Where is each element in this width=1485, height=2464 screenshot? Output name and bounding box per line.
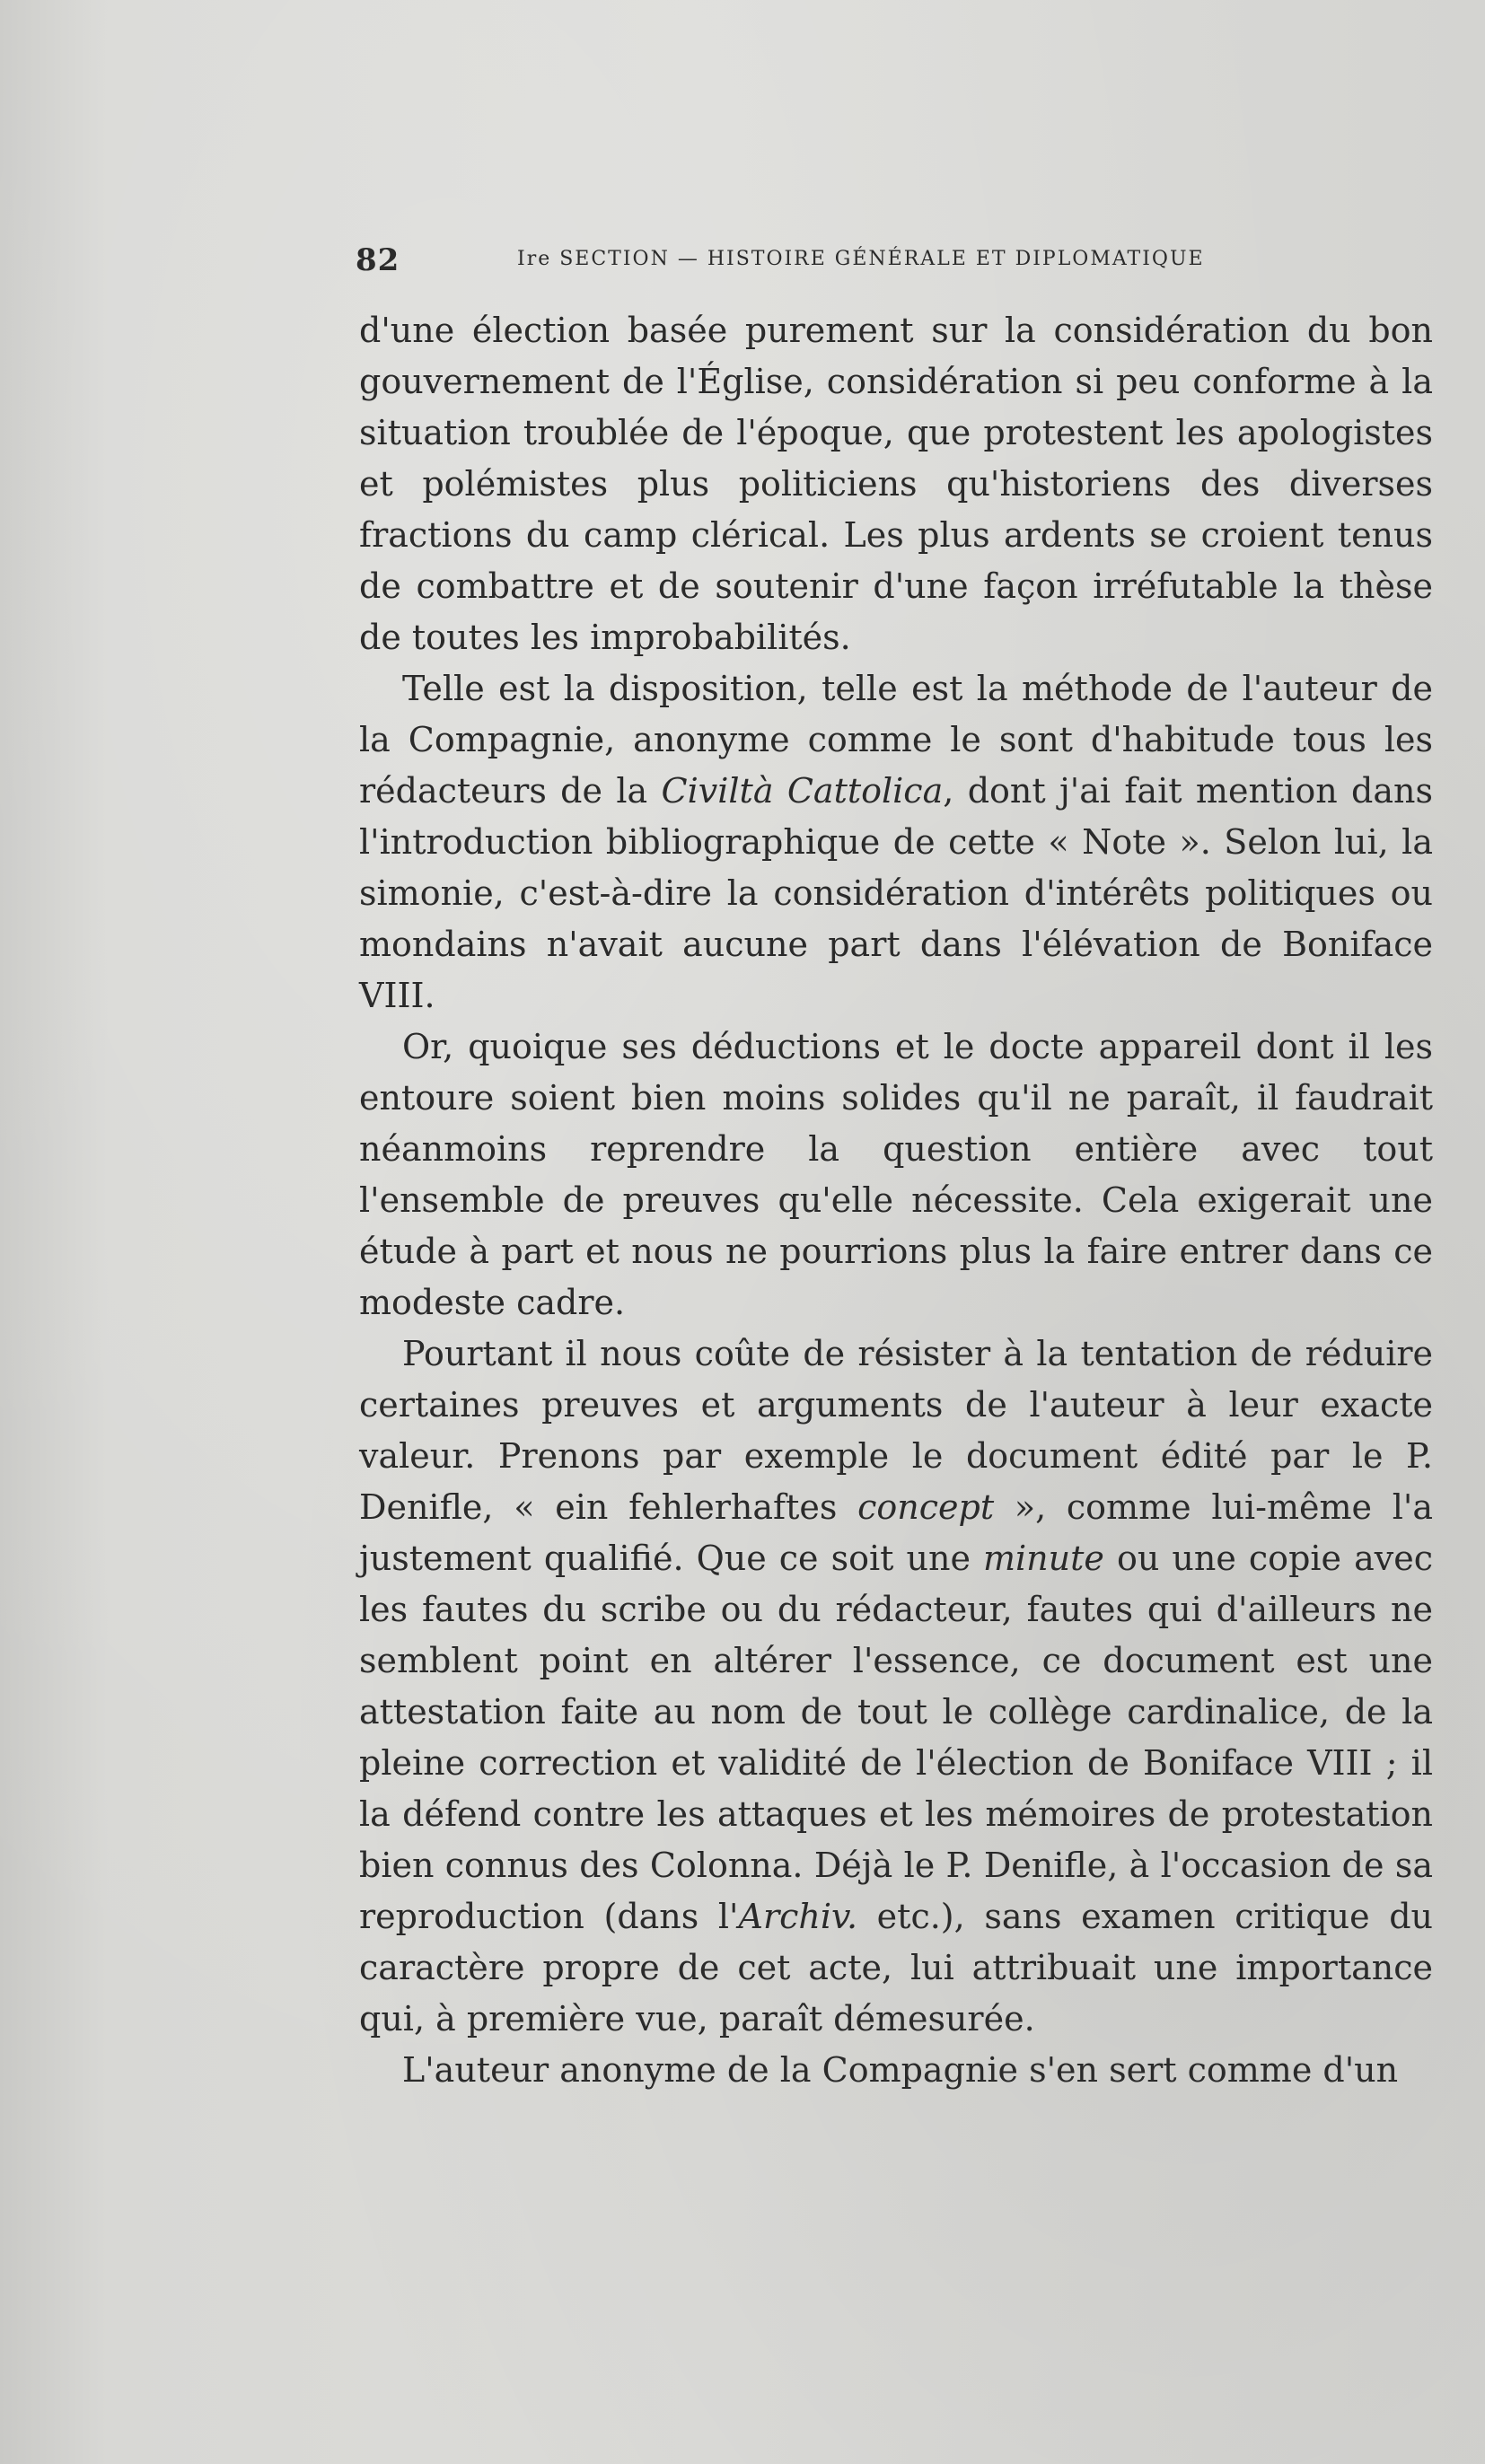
paragraph xyxy=(359,305,1433,663)
text-span: Pourtant il nous coûte de résister à la tentation de réduire certaines preuves et arguments de l'auteur à leur exacte valeur. Prenons par exemple le document édité par le P. Denifle, « ein fehlerhaftes xyxy=(359,1334,1433,1527)
text-span: etc.), sans examen critique du caractère propre de cet acte, lui attribuait une importance qui, à première vue, paraît démesurée. xyxy=(359,1897,1433,2039)
body-text xyxy=(359,305,1433,2096)
running-title: Ire SECTION — HISTOIRE GÉNÉRALE ET DIPLOMATIQUE xyxy=(517,248,1205,270)
paragraph xyxy=(359,663,1433,1022)
paragraph xyxy=(359,1328,1433,2045)
paragraph xyxy=(359,1022,1433,1328)
text-span: », comme lui-même l'a justement qualifié. Que ce soit une xyxy=(359,1487,1433,1578)
italic-term: minute xyxy=(983,1539,1104,1578)
text-span: ou une copie avec les fautes du scribe ou du rédacteur, fautes qui d'ailleurs ne semblent point en altérer l'essence, ce document est une attestation faite au nom de tout le collège cardinalice, de la pleine correction et validité de l'élection de Boniface VIII ; il la défend contre les attaques et les mémoires de protestation bien connus des Colonna. Déjà le P. Denifle, à l'occasion de sa reproduction (dans l' xyxy=(359,1539,1433,1936)
running-head xyxy=(356,237,1275,284)
paragraph xyxy=(359,2045,1433,2096)
text-span: , dont j'ai fait mention dans l'introduction bibliographique de cette « Note ». Selon lui, la simonie, c'est-à-dire la considération d'intérêts politiques ou mondains n'avait aucune part dans l'élévation de Boniface VIII. xyxy=(359,771,1434,1015)
page-number: 82 xyxy=(356,242,400,278)
text-span: d'une élection basée purement sur la considération du bon gouvernement de l'Église, considération si peu conforme à la situation troublée de l'époque, que protestent les apologistes et polémistes plus politiciens qu'historiens des diverses fractions du camp clérical. Les plus ardents se croient tenus de combattre et de soutenir d'une façon irréfutable la thèse de toutes les improbabilités. xyxy=(359,311,1433,657)
italic-term: concept xyxy=(857,1487,995,1527)
text-span: L'auteur anonyme de la Compagnie s'en sert comme d'un xyxy=(402,2050,1399,2090)
text-span: Or, quoique ses déductions et le docte appareil dont il les entoure soient bien moins solides qu'il ne paraît, il faudrait néanmoins reprendre la question entière avec tout l'ensemble de preuves qu'elle nécessite. Cela exigerait une étude à part et nous ne pourrions plus la faire entrer dans ce modeste cadre. xyxy=(359,1027,1433,1322)
text-span: Telle est la disposition, telle est la méthode de l'auteur de la Compagnie, anonyme comme le sont d'habitude tous les rédacteurs de la xyxy=(359,669,1433,811)
italic-title: Archiv. xyxy=(738,1897,858,1936)
italic-title: Civiltà Cattolica xyxy=(661,771,944,811)
